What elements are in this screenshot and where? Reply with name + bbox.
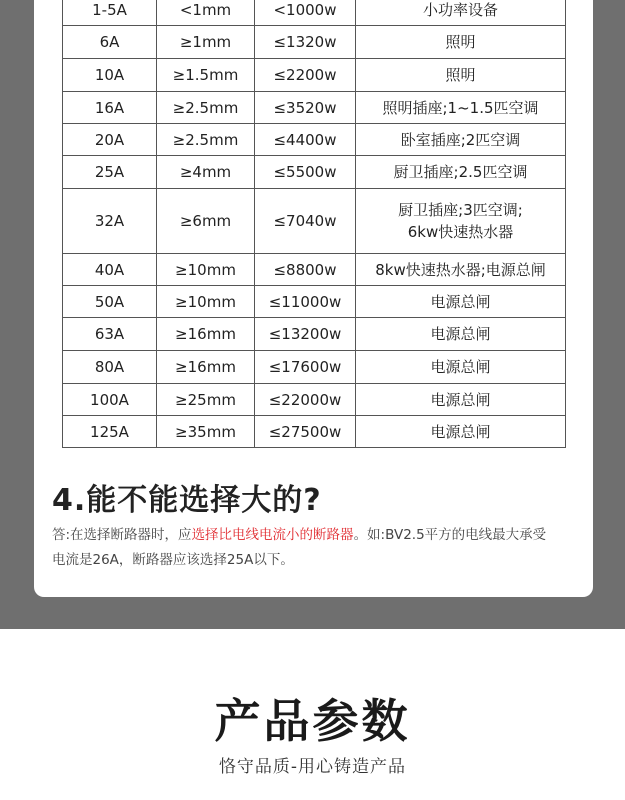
wire-size-cell: ≥35mm [157,416,255,448]
table-row [63,0,566,26]
usage-cell: 厨卫插座;3匹空调; 6kw快速热水器 [356,189,566,254]
wire-size-cell: ≥10mm [157,286,255,318]
wire-size-cell: ≥1.5mm [157,59,255,92]
power-cell: ≤5500w [255,156,356,189]
usage-cell: 电源总闸 [356,351,566,384]
current-cell: 32A [63,189,157,254]
power-cell: ≤27500w [255,416,356,448]
current-cell: 1-5A [63,0,157,26]
current-cell: 10A [63,59,157,92]
wire-size-cell: ≥2.5mm [157,92,255,124]
current-cell: 25A [63,156,157,189]
table-row [63,189,566,254]
usage-cell: 照明插座;1~1.5匹空调 [356,92,566,124]
answer-suffix: 。如:BV2.5平方的电线最大承受电流是26A，断路器应该选择25A以下。 [52,527,547,568]
current-cell: 16A [63,92,157,124]
breaker-spec-table [62,0,566,448]
power-cell: ≤11000w [255,286,356,318]
wire-size-cell: ≥16mm [157,351,255,384]
power-cell: ≤8800w [255,254,356,286]
power-cell: ≤3520w [255,92,356,124]
usage-cell: 小功率设备 [356,0,566,26]
current-cell: 63A [63,318,157,351]
power-cell: ≤22000w [255,384,356,416]
table-row [63,124,566,156]
power-cell: ≤13200w [255,318,356,351]
table-row [63,384,566,416]
power-cell: ≤1320w [255,26,356,59]
table-row [63,416,566,448]
answer-prefix: 答:在选择断路器时，应 [52,527,192,543]
wire-size-cell: ≥10mm [157,254,255,286]
usage-cell: 电源总闸 [356,286,566,318]
current-cell: 6A [63,26,157,59]
table-row [63,254,566,286]
usage-cell: 照明 [356,26,566,59]
wire-size-cell: ≥6mm [157,189,255,254]
table-row [63,92,566,124]
table-row [63,318,566,351]
answer-text [52,523,552,573]
usage-cell: 8kw快速热水器;电源总闸 [356,254,566,286]
wire-size-cell: ≥25mm [157,384,255,416]
usage-cell: 照明 [356,59,566,92]
table-row [63,156,566,189]
table-row [63,26,566,59]
answer-highlight: 选择比电线电流小的断路器 [191,527,354,543]
usage-cell: 厨卫插座;2.5匹空调 [356,156,566,189]
wire-size-cell: ≥4mm [157,156,255,189]
section-title: 4.能不能选择大的? [52,483,322,518]
wire-size-cell: ≥1mm [157,26,255,59]
power-cell: ≤4400w [255,124,356,156]
power-cell: ≤7040w [255,189,356,254]
power-cell: <1000w [255,0,356,26]
current-cell: 125A [63,416,157,448]
current-cell: 50A [63,286,157,318]
power-cell: ≤17600w [255,351,356,384]
power-cell: ≤2200w [255,59,356,92]
current-cell: 20A [63,124,157,156]
usage-cell: 电源总闸 [356,318,566,351]
usage-cell: 卧室插座;2匹空调 [356,124,566,156]
current-cell: 40A [63,254,157,286]
wire-size-cell: ≥16mm [157,318,255,351]
params-subtitle: 恪守品质-用心铸造产品 [218,757,407,777]
table-row [63,59,566,92]
wire-size-cell: <1mm [157,0,255,26]
usage-cell: 电源总闸 [356,384,566,416]
usage-cell: 电源总闸 [356,416,566,448]
current-cell: 100A [63,384,157,416]
current-cell: 80A [63,351,157,384]
table-row [63,351,566,384]
params-title: 产品参数 [214,694,411,748]
table-row [63,286,566,318]
wire-size-cell: ≥2.5mm [157,124,255,156]
